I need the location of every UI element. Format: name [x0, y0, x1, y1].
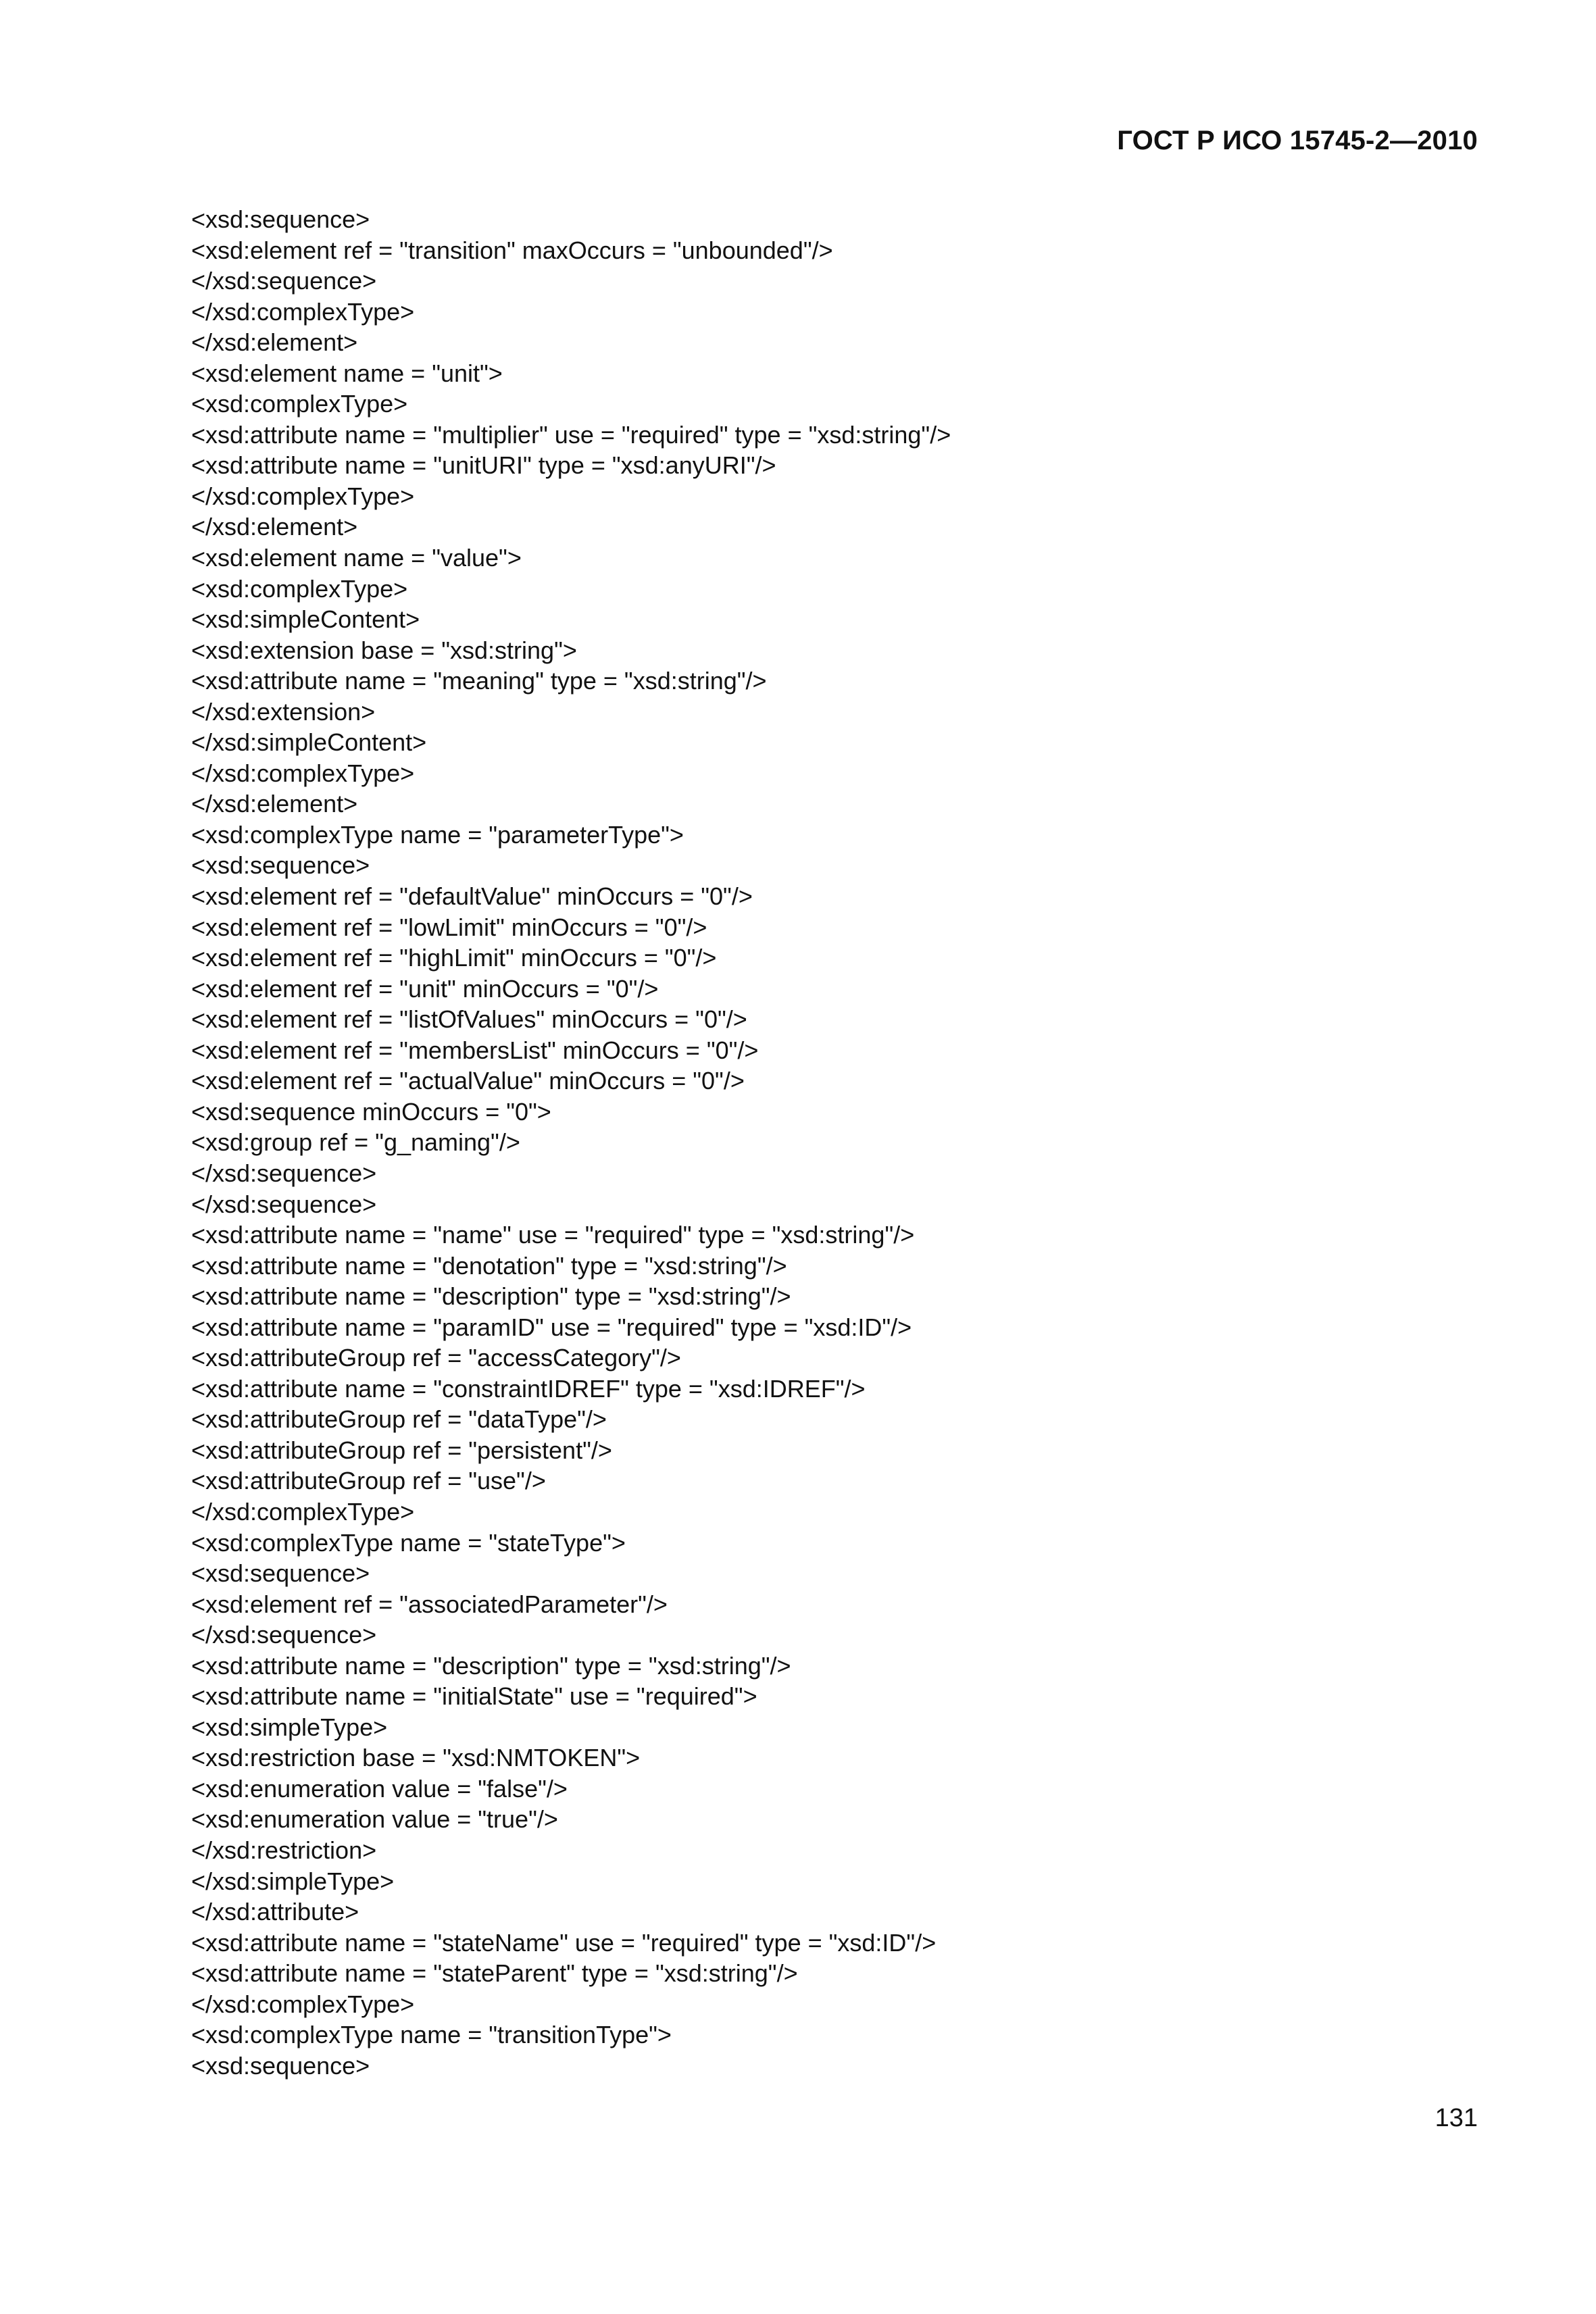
code-line: <xsd:element ref = "transition" maxOccurs = "unbounded"/>: [191, 236, 833, 264]
code-line: <xsd:attribute name = "multiplier" use = "required" type = "xsd:string"/>: [191, 420, 951, 449]
code-line: <xsd:attribute name = "unitURI" type = "xsd:anyURI"/>: [191, 451, 776, 480]
code-line: <xsd:attribute name = "initialState" use = "required">: [191, 1682, 757, 1711]
code-line: <xsd:element ref = "listOfValues" minOccurs = "0"/>: [191, 1005, 747, 1034]
code-line: <xsd:element ref = "highLimit" minOccurs = "0"/>: [191, 944, 717, 972]
code-line: <xsd:element name = "value">: [191, 544, 522, 572]
code-line: <xsd:attribute name = "description" type = "xsd:string"/>: [191, 1651, 791, 1680]
code-line: <xsd:attribute name = "constraintIDREF" type = "xsd:IDREF"/>: [191, 1374, 866, 1403]
code-line: <xsd:attribute name = "denotation" type = "xsd:string"/>: [191, 1251, 787, 1280]
code-line: <xsd:element name = "unit">: [191, 359, 503, 387]
code-line: </xsd:element>: [191, 328, 358, 357]
code-line: <xsd:attribute name = "description" type = "xsd:string"/>: [191, 1282, 791, 1311]
code-line: </xsd:complexType>: [191, 1497, 415, 1526]
code-line: <xsd:extension base = "xsd:string">: [191, 636, 577, 664]
code-line: </xsd:element>: [191, 513, 358, 541]
code-line: <xsd:element ref = "unit" minOccurs = "0"/>: [191, 974, 659, 1003]
code-line: </xsd:sequence>: [191, 1621, 377, 1649]
code-line: <xsd:sequence>: [191, 2051, 370, 2080]
code-line: <xsd:sequence>: [191, 851, 370, 880]
page-header-standard-id: ГОСТ Р ИСО 15745-2—2010: [1117, 126, 1478, 155]
code-line: <xsd:attributeGroup ref = "accessCategory"/>: [191, 1344, 681, 1372]
code-line: </xsd:extension>: [191, 697, 376, 726]
code-line: <xsd:attributeGroup ref = "use"/>: [191, 1467, 546, 1495]
code-line: </xsd:complexType>: [191, 1990, 415, 2018]
code-line: </xsd:simpleType>: [191, 1867, 395, 1895]
code-line: <xsd:simpleContent>: [191, 605, 420, 634]
code-line: <xsd:restriction base = "xsd:NMTOKEN">: [191, 1744, 641, 1772]
code-line: <xsd:attribute name = "paramID" use = "required" type = "xsd:ID"/>: [191, 1313, 912, 1341]
code-line: <xsd:sequence minOccurs = "0">: [191, 1097, 551, 1126]
code-line: <xsd:attribute name = "name" use = "required" type = "xsd:string"/>: [191, 1221, 915, 1249]
code-line: <xsd:enumeration value = "true"/>: [191, 1805, 558, 1834]
code-line: </xsd:restriction>: [191, 1836, 377, 1864]
code-line: </xsd:sequence>: [191, 1190, 377, 1218]
code-line: <xsd:element ref = "defaultValue" minOccurs = "0"/>: [191, 882, 753, 911]
code-line: </xsd:complexType>: [191, 482, 415, 510]
code-line: <xsd:element ref = "actualValue" minOccurs = "0"/>: [191, 1067, 745, 1095]
code-line: </xsd:complexType>: [191, 297, 415, 326]
code-line: <xsd:complexType name = "stateType">: [191, 1528, 626, 1557]
code-line: <xsd:enumeration value = "false"/>: [191, 1774, 568, 1803]
code-line: <xsd:complexType name = "parameterType">: [191, 820, 684, 849]
code-line: <xsd:simpleType>: [191, 1713, 388, 1741]
code-line: <xsd:complexType>: [191, 574, 408, 603]
code-line: <xsd:attribute name = "stateName" use = "required" type = "xsd:ID"/>: [191, 1928, 937, 1957]
code-line: <xsd:attribute name = "meaning" type = "xsd:string"/>: [191, 667, 767, 695]
code-line: </xsd:attribute>: [191, 1898, 359, 1926]
code-line: <xsd:sequence>: [191, 1559, 370, 1588]
code-line: </xsd:sequence>: [191, 1159, 377, 1187]
code-line: <xsd:complexType>: [191, 390, 408, 418]
code-line: <xsd:element ref = "membersList" minOccurs = "0"/>: [191, 1036, 759, 1064]
code-line: <xsd:sequence>: [191, 205, 370, 233]
code-line: </xsd:complexType>: [191, 759, 415, 787]
code-line: <xsd:attribute name = "stateParent" type = "xsd:string"/>: [191, 1959, 798, 1988]
code-line: </xsd:element>: [191, 790, 358, 818]
code-line: <xsd:attributeGroup ref = "dataType"/>: [191, 1405, 607, 1434]
code-line: <xsd:attributeGroup ref = "persistent"/>: [191, 1436, 612, 1464]
code-line: </xsd:simpleContent>: [191, 728, 427, 757]
xsd-code-listing: [191, 204, 951, 2081]
code-line: <xsd:complexType name = "transitionType">: [191, 2021, 672, 2049]
code-line: </xsd:sequence>: [191, 267, 377, 295]
code-line: <xsd:element ref = "associatedParameter"/>: [191, 1590, 668, 1618]
code-line: <xsd:group ref = "g_naming"/>: [191, 1128, 520, 1157]
code-line: <xsd:element ref = "lowLimit" minOccurs = "0"/>: [191, 913, 707, 941]
page-number: 131: [1435, 2104, 1478, 2132]
